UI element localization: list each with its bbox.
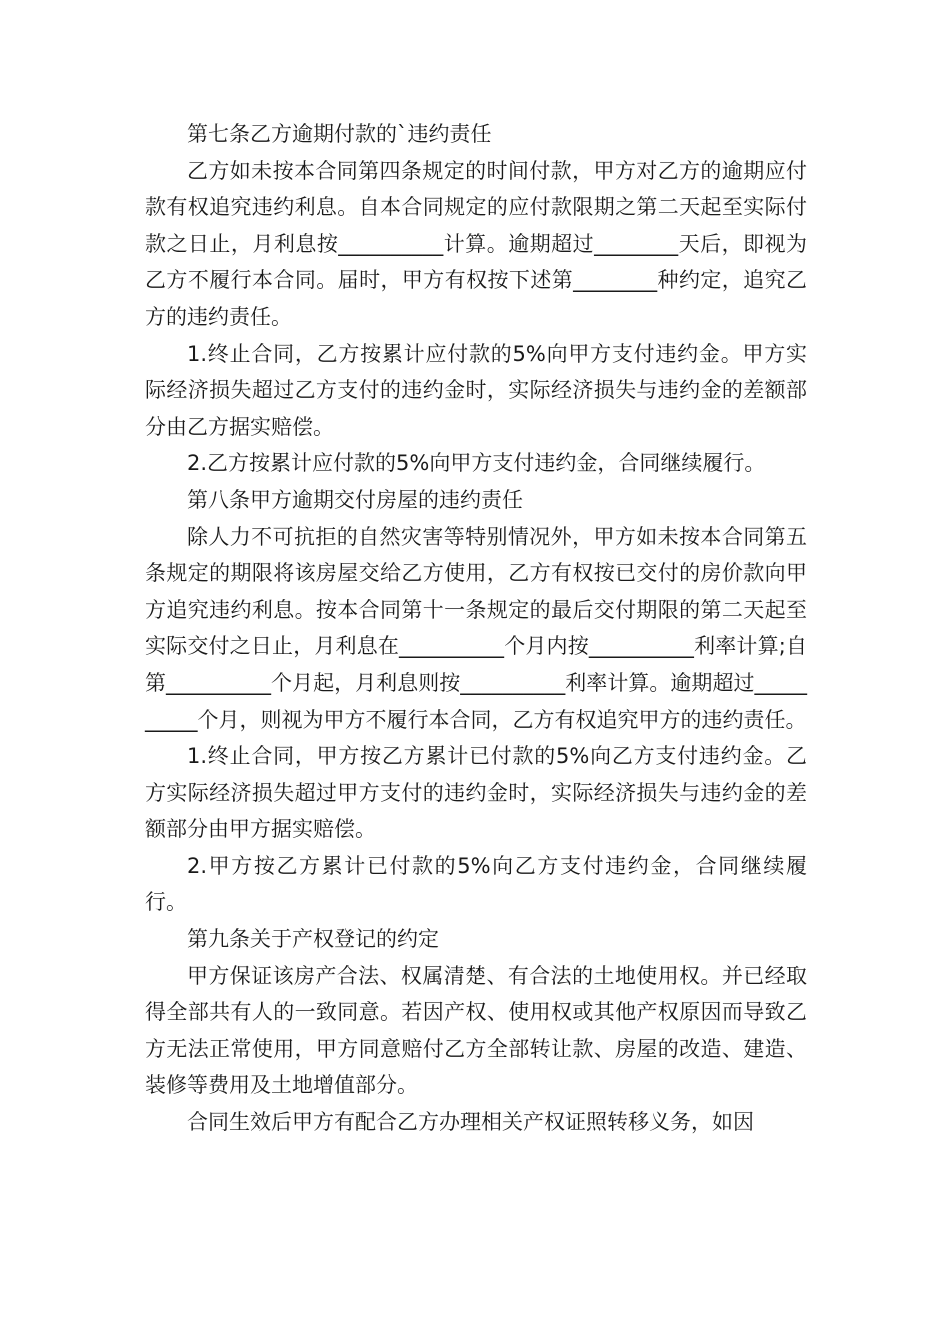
article-7-body: 乙方如未按本合同第四条规定的时间付款，甲方对乙方的逾期应付款有权追究违约利息。自本合同规定的应付款限期之第二天起至实际付款之日止，月利息按__________计算。逾期超过________天后，即视为乙方不履行本合同。届时，甲方有权按下述第________种约定，追究乙方的违约责任。 <box>145 158 807 329</box>
article-9-body-continued: 合同生效后甲方有配合乙方办理相关产权证照转移义务，如因 <box>187 1110 754 1135</box>
article-9-heading: 第九条关于产权登记的约定 <box>187 927 439 952</box>
article-7-option-2: 2.乙方按累计应付款的5%向甲方支付违约金，合同继续履行。 <box>187 451 766 476</box>
article-8-heading: 第八条甲方逾期交付房屋的违约责任 <box>187 487 523 512</box>
article-8-body: 除人力不可抗拒的自然灾害等特别情况外，甲方如未按本合同第五条规定的期限将该房屋交给乙方使用，乙方有权按已交付的房价款向甲方追究违约利息。按本合同第十一条规定的最后交付期限的第二天起至实际交付之日止，月利息在__________个月内按__________利率计算;自第__________个月起，月利息则按__________利率计算。逾期超过__________个月，则视为甲方不履行本合同，乙方有权追究甲方的违约责任。 <box>145 524 807 732</box>
article-7-heading: 第七条乙方逾期付款的`违约责任 <box>187 122 492 146</box>
document-body <box>145 116 807 1141</box>
article-8-option-1: 1.终止合同，甲方按乙方累计已付款的5%向乙方支付违约金。乙方实际经济损失超过甲方支付的违约金时，实际经济损失与违约金的差额部分由甲方据实赔偿。 <box>145 744 807 842</box>
article-8-option-2: 2.甲方按乙方累计已付款的5%向乙方支付违约金，合同继续履行。 <box>145 853 807 915</box>
article-9-body: 甲方保证该房产合法、权属清楚、有合法的土地使用权。并已经取得全部共有人的一致同意。若因产权、使用权或其他产权原因而导致乙方无法正常使用，甲方同意赔付乙方全部转让款、房屋的改造、建造、装修等费用及土地增值部分。 <box>145 963 807 1098</box>
article-7-option-1: 1.终止合同，乙方按累计应付款的5%向甲方支付违约金。甲方实际经济损失超过乙方支付的违约金时，实际经济损失与违约金的差额部分由乙方据实赔偿。 <box>145 341 807 439</box>
